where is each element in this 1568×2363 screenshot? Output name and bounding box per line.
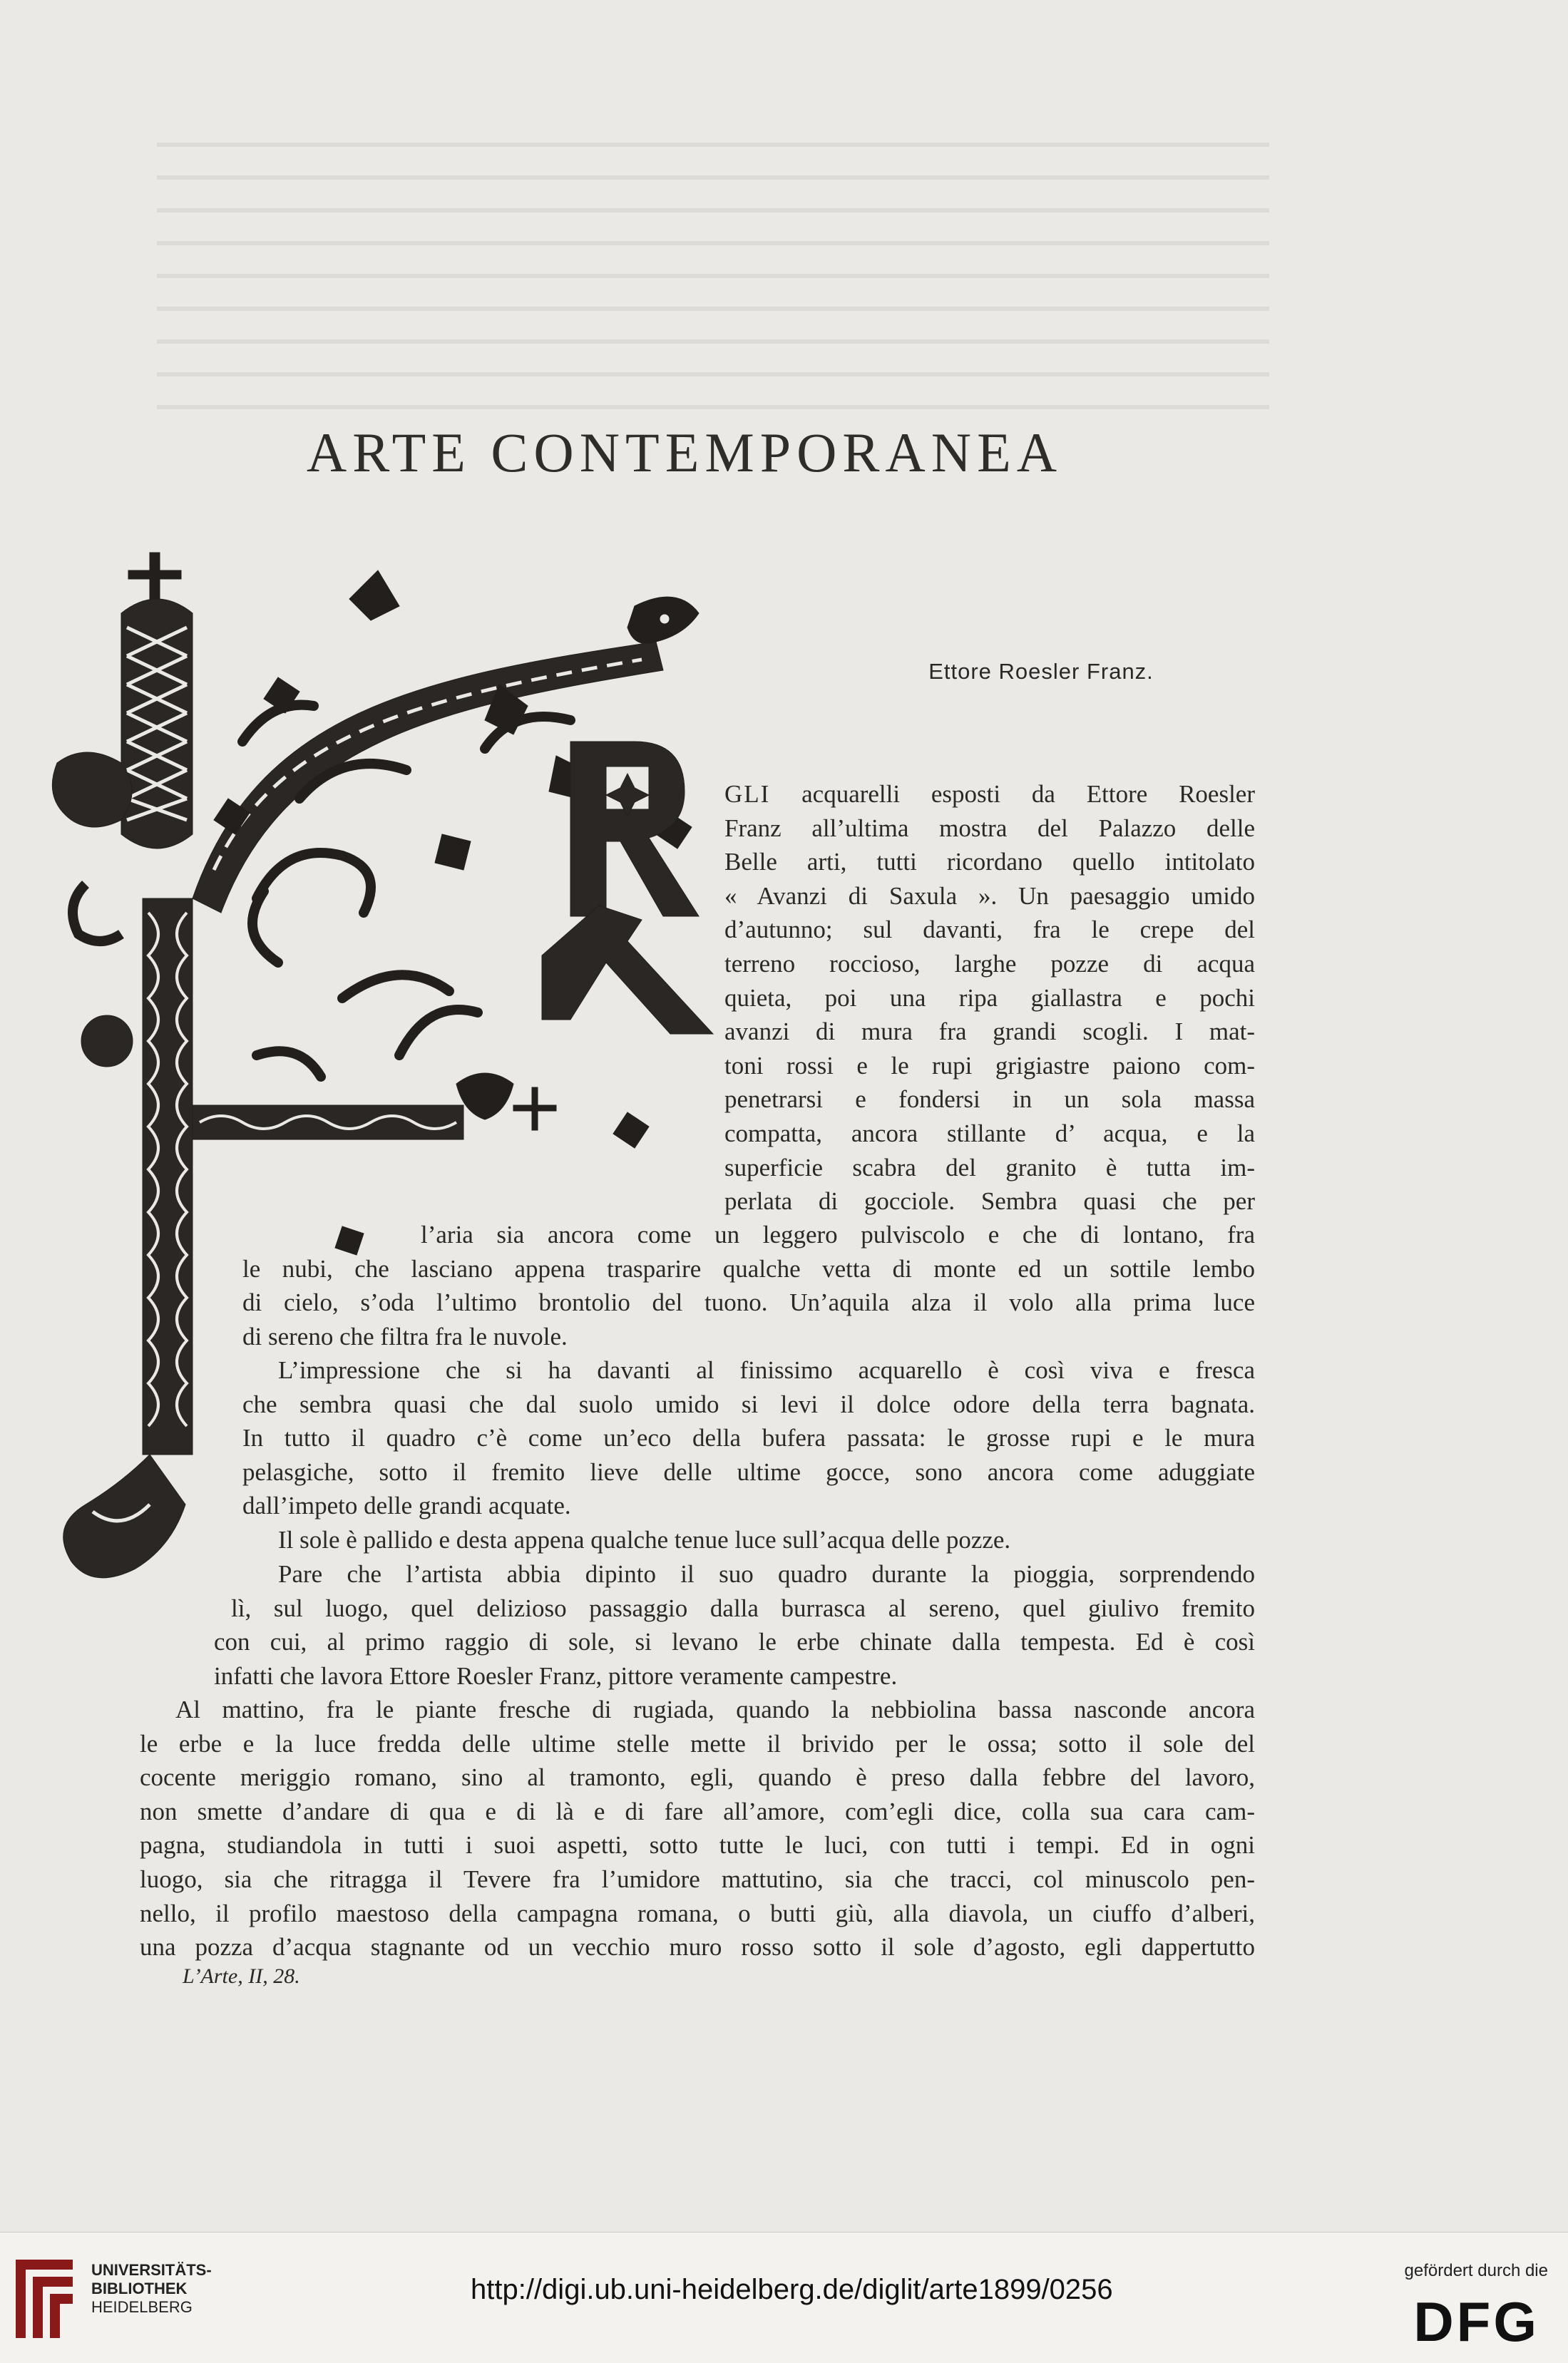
text-line: infatti che lavora Ettore Roesler Franz, pittore veramente campestre. <box>214 1661 898 1690</box>
article-title: ARTE CONTEMPORANEA <box>306 421 1063 483</box>
funder-note: gefördert durch die <box>1404 2261 1548 2280</box>
text-line: non smette d’andare di qua e di là e di fare all’amore, com’egli dice, colla sua cara cam- <box>140 1797 1255 1825</box>
text-line: Pare che l’artista abbia dipinto il suo quadro durante la pioggia, sorprendendo <box>278 1560 1255 1588</box>
text-line: cocente meriggio romano, sino al tramonto, egli, quando è preso dalla febbre del lavoro, <box>140 1763 1255 1792</box>
text-line: luogo, sia che ritragga il Tevere fra l’umidore mattutino, sia che tracci, col minuscolo pen- <box>140 1865 1255 1893</box>
text-line: pagna, studiandola in tutti i suoi aspetti, sotto tutte le luci, con tutti i tempi. Ed in ogni <box>140 1831 1255 1860</box>
text-line: di cielo, s’oda l’ultimo brontolio del tuono. Un’aquila alza il volo alla prima luce <box>242 1288 1255 1317</box>
source-url-link[interactable]: http://digi.ub.uni-heidelberg.de/diglit/arte1899/0256 <box>471 2274 1113 2305</box>
text-line: avanzi di mura fra grandi scogli. I mat- <box>724 1018 1255 1046</box>
page-footnote: L’Arte, II, 28. <box>183 1964 300 1988</box>
paragraph-5 <box>0 1693 1255 1964</box>
library-name-line: UNIVERSITÄTS- <box>91 2261 212 2279</box>
text-line: In tutto il quadro c’è come un’eco della bufera passata: le grosse rupi e le mura <box>242 1424 1255 1452</box>
text-line: « Avanzi di Saxula ». Un paesaggio umido <box>724 881 1255 910</box>
text-line: pelasgiche, sotto il fremito lieve delle ultime gocce, sono ancora come aduggiate <box>242 1457 1255 1486</box>
text-line <box>724 777 1255 811</box>
text-line: nello, il profilo maestoso della campagna romana, o butti giù, alla diavola, un ciuffo d’alberi, <box>140 1899 1255 1927</box>
text-line: una pozza d’acqua stagnante od un vecchio muro rosso sotto il sole d’agosto, egli dappertutto <box>140 1933 1255 1962</box>
library-name <box>91 2261 212 2317</box>
text-line: compatta, ancora stillante d’ acqua, e la <box>724 1119 1255 1147</box>
text-line: L’impressione che si ha davanti al finissimo acquarello è così viva e fresca <box>278 1356 1255 1384</box>
paragraph-4 <box>0 1557 1255 1693</box>
text-line: superficie scabra del granito è tutta im- <box>724 1153 1255 1182</box>
opening-word: GLI <box>724 780 771 808</box>
line-text: acquarelli esposti da Ettore Roesler <box>801 780 1255 808</box>
text-line: penetrarsi e fondersi in un sola massa <box>724 1085 1255 1114</box>
paragraph-2 <box>0 1353 1255 1523</box>
paragraph-3 <box>0 1523 1255 1557</box>
text-line: di sereno che filtra fra le nuvole. <box>242 1322 568 1350</box>
library-name-line: HEIDELBERG <box>91 2298 193 2316</box>
text-line: le erbe e la luce fredda delle ultime stelle mette il brivido per le ossa; sotto il sole del <box>140 1729 1255 1758</box>
library-name-line: BIBLIOTHEK <box>91 2280 188 2297</box>
text-line: Belle arti, tutti ricordano quello intitolato <box>724 848 1255 876</box>
paragraph-1-column <box>724 777 1255 1219</box>
text-line: l’aria sia ancora come un leggero pulviscolo e che di lontano, fra <box>421 1221 1255 1249</box>
digitization-footer <box>0 2232 1568 2363</box>
text-line: le nubi, che lasciano appena trasparire qualche vetta di monte ed un sottile lembo <box>242 1254 1255 1283</box>
text-line: quieta, poi una ripa giallastra e pochi <box>724 983 1255 1012</box>
text-line: perlata di gocciole. Sembra quasi che per <box>724 1187 1255 1216</box>
dfg-logo: DFG <box>1413 2290 1539 2353</box>
university-library-logo-icon <box>9 2252 80 2345</box>
text-line: con cui, al primo raggio di sole, si levano le erbe chinate dalla tempesta. Ed è così <box>214 1628 1255 1656</box>
show-through-text <box>157 143 1269 414</box>
text-line: toni rossi e le rupi grigiastre paiono com- <box>724 1051 1255 1080</box>
text-line: lì, sul luogo, quel delizioso passaggio dalla burrasca al sereno, quel giulivo fremito <box>231 1594 1255 1622</box>
text-line: Il sole è pallido e desta appena qualche tenue luce sull’acqua delle pozze. <box>278 1526 1011 1554</box>
author-heading: Ettore Roesler Franz. <box>928 659 1154 684</box>
text-line: Al mattino, fra le piante fresche di rugiada, quando la nebbiolina bassa nasconde ancora <box>175 1696 1255 1723</box>
text-line: Franz all’ultima mostra del Palazzo delle <box>724 814 1255 842</box>
text-line: dall’impeto delle grandi acquate. <box>242 1492 571 1520</box>
text-line: terreno roccioso, larghe pozze di acqua <box>724 949 1255 978</box>
text-line: d’autunno; sul davanti, fra le crepe del <box>724 916 1255 944</box>
text-line: che sembra quasi che dal suolo umido si levi il dolce odore della terra bagnata. <box>242 1390 1255 1418</box>
paragraph-1-continuation <box>0 1218 1255 1353</box>
